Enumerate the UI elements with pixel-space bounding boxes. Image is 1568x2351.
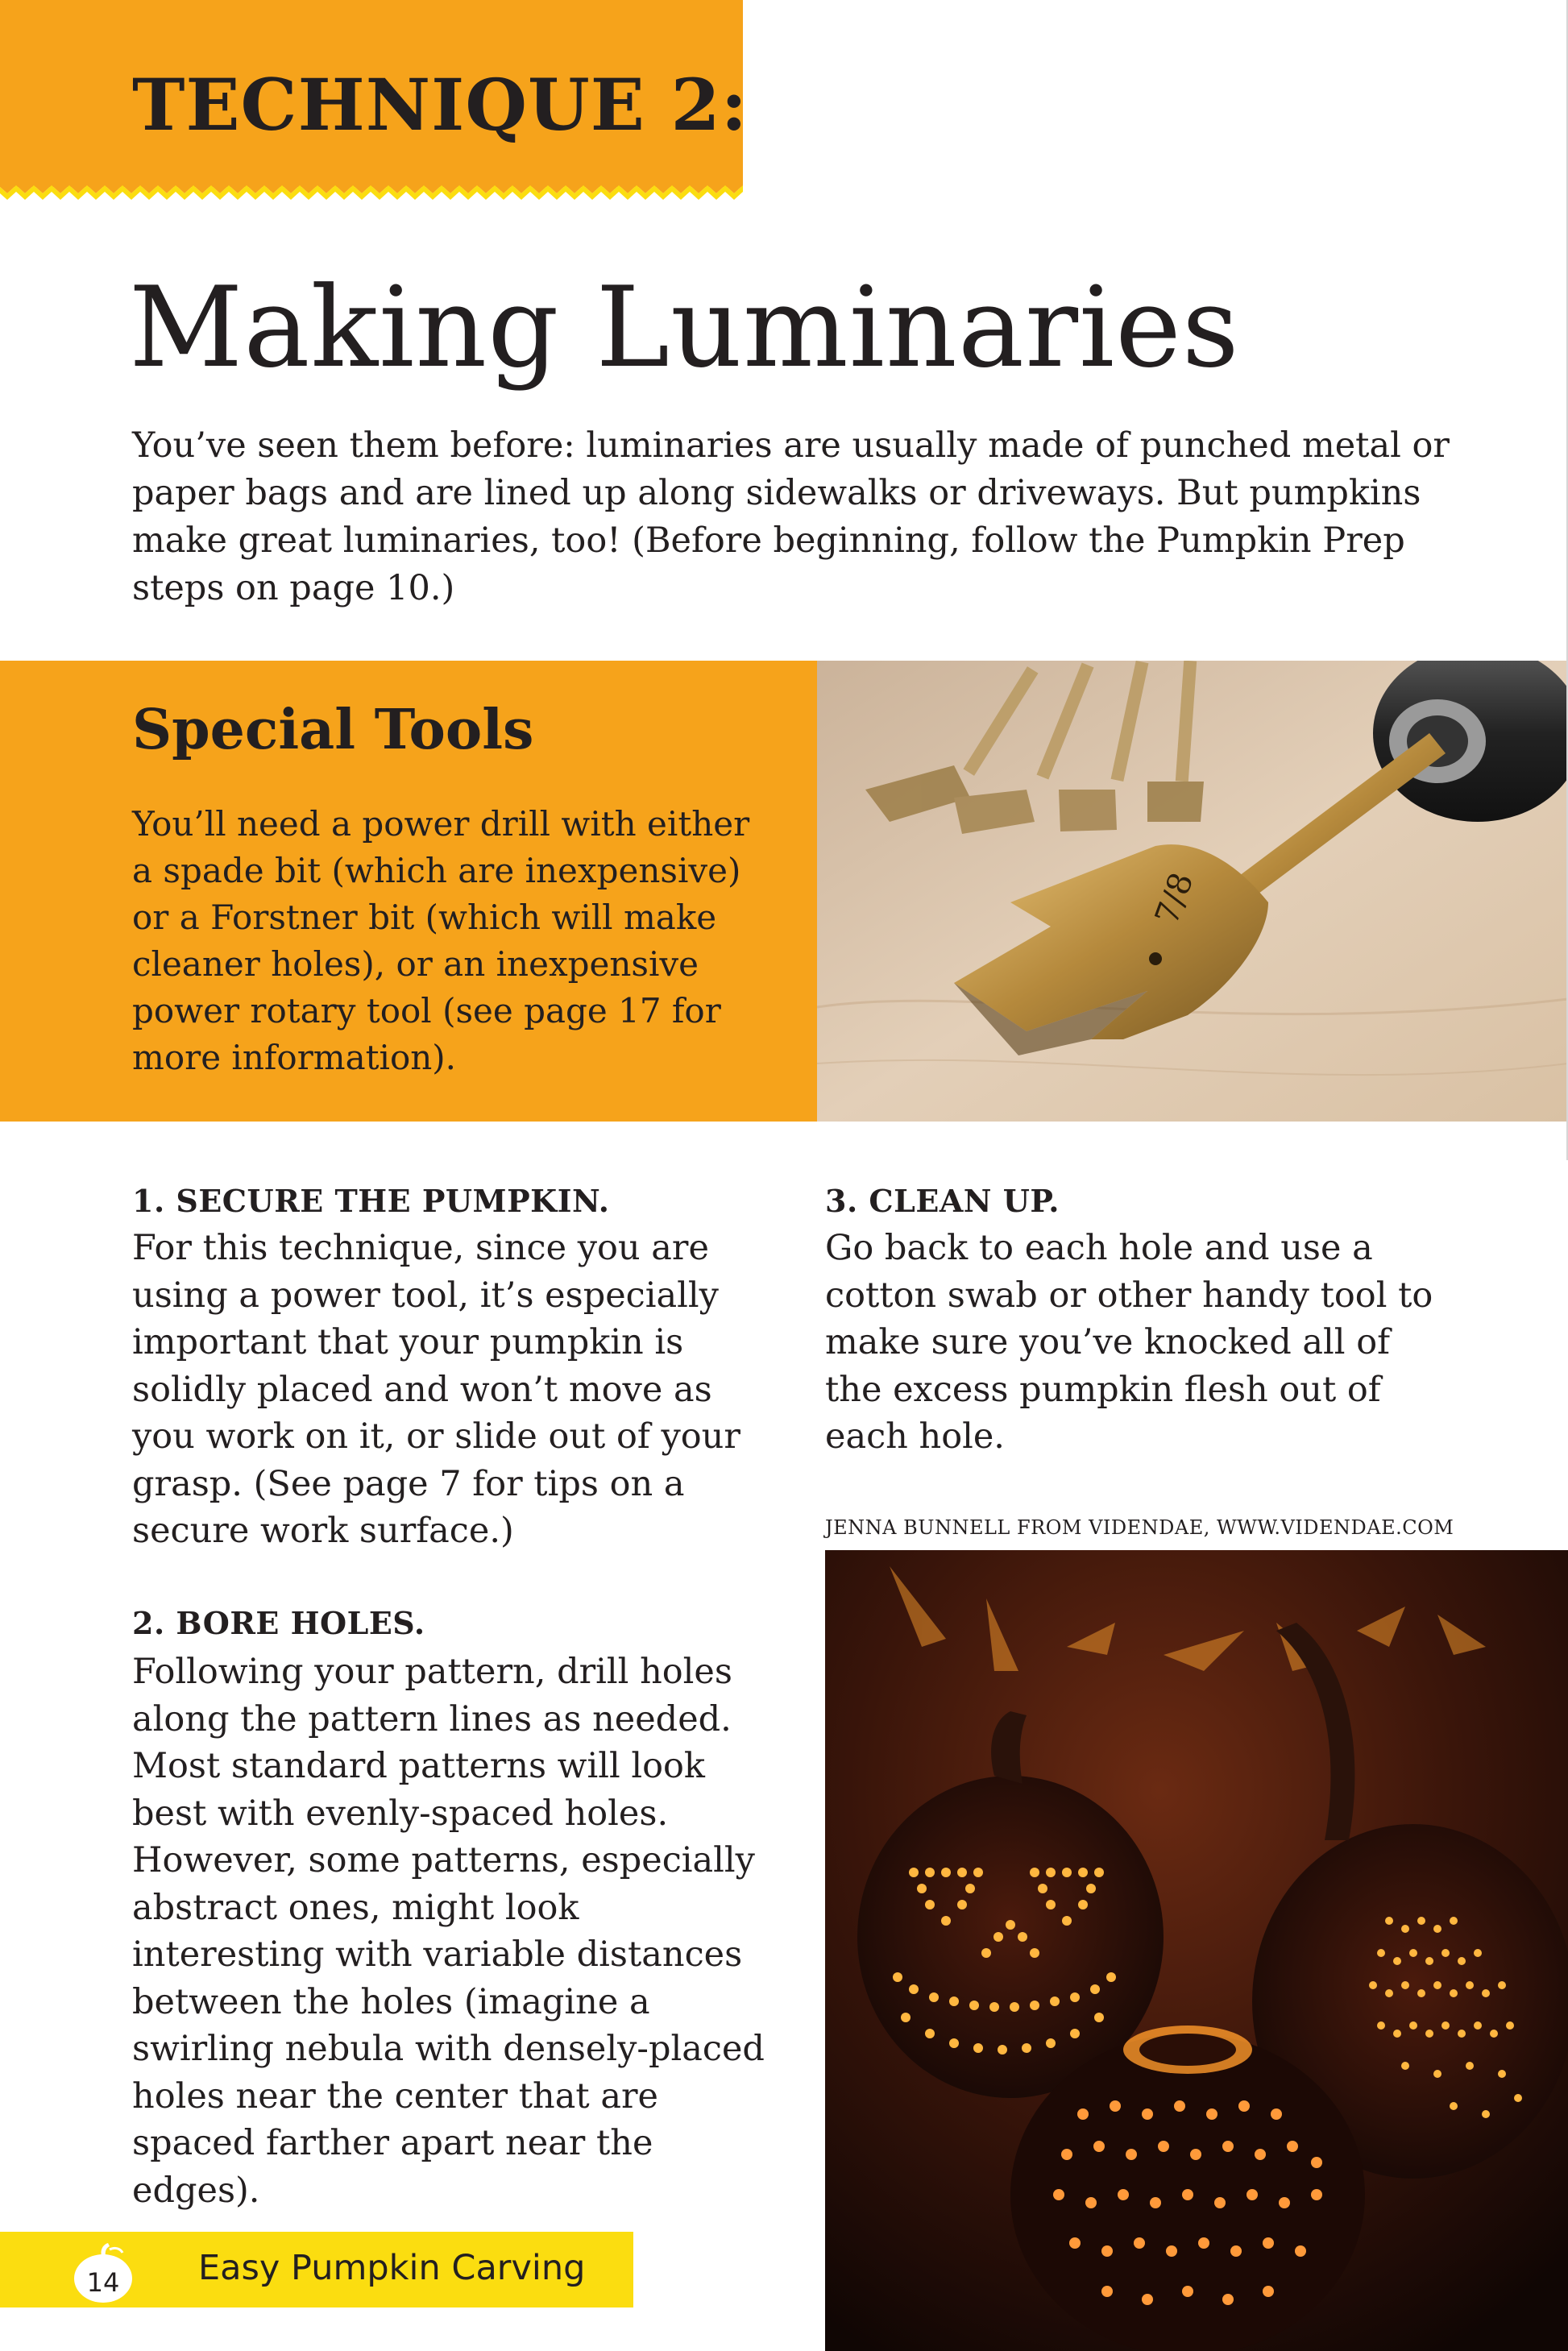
page-number: 14: [86, 2267, 120, 2298]
drill-bit-marking: 7/8: [1148, 868, 1201, 930]
step-1-title: 1. SECURE THE PUMPKIN.: [132, 1183, 610, 1219]
intro-paragraph: You’ve seen them before: luminaries are usually made of punched metal or paper bags and are lined up along sidewalks or driveways. But pumpkins make great luminaries, too! (Before beginning, follow the Pumpkin Prep steps on page 10.): [132, 425, 1450, 608]
step-3-body: Go back to each hole and use a cotton swab or other handy tool to make sure you’ve knocked all of the excess pumpkin flesh out of each hole.: [825, 1228, 1433, 1457]
special-tools-body: You’ll need a power drill with either a spade bit (which are inexpensive) or a Forstner bit (which will make cleaner holes), or an inexpensive power rotary tool (see page 17 for more information).: [132, 804, 750, 1077]
technique-label: TECHNIQUE 2:: [132, 63, 749, 147]
drill-bits-photo: [817, 661, 1568, 1122]
book-title: Easy Pumpkin Carving: [198, 2248, 586, 2288]
special-tools-heading: Special Tools: [132, 698, 534, 762]
step-2-title: 2. BORE HOLES.: [132, 1605, 425, 1641]
step-2-body: Following your pattern, drill holes along the pattern lines as needed. Most standard patterns will look best with evenly-spaced holes. However, some patterns, especially abstract ones, might look interesting with variable distances between the holes (imagine a swirling nebula with densely-placed holes near the center that are spaced farther apart near the edges).: [132, 1652, 765, 2211]
step-3-title: 3. CLEAN UP.: [825, 1183, 1060, 1219]
zigzag-border: [0, 176, 743, 208]
pumpkin-luminaries-photo: [825, 1550, 1568, 2351]
photo-credit: JENNA BUNNELL FROM VIDENDAE, WWW.VIDENDAE.COM: [825, 1516, 1454, 1539]
page-title: Making Luminaries: [129, 263, 1240, 392]
step-1-body: For this technique, since you are using a power tool, it’s especially important that your pumpkin is solidly placed and won’t move as you work on it, or slide out of your grasp. (See page 7 for tips on a secure work surface.): [132, 1228, 740, 1551]
